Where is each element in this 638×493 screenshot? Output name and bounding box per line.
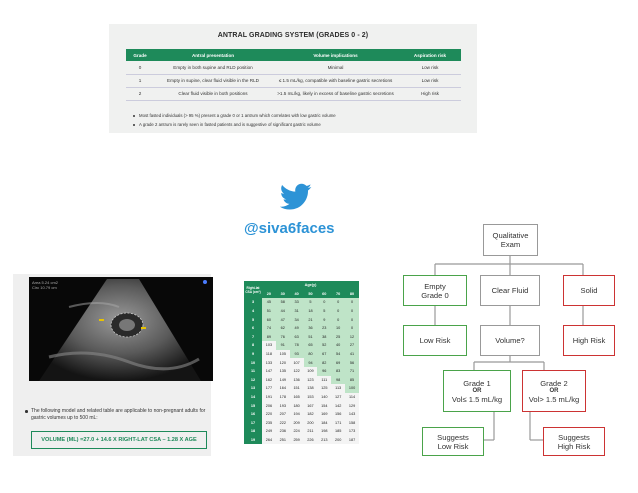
volume-cell: 107 [290, 358, 304, 367]
volume-cell: 56 [345, 358, 359, 367]
volume-cell: 138 [304, 384, 318, 393]
volume-cell: 82 [317, 358, 331, 367]
volume-cell: 49 [290, 324, 304, 333]
volume-cell: 71 [345, 367, 359, 376]
solid-label: Solid [580, 286, 598, 295]
volume-cell: 140 [317, 393, 331, 402]
volume-cell: 85 [345, 376, 359, 385]
volume-cell: 169 [317, 410, 331, 419]
volume-cell: 118 [262, 350, 276, 359]
qualitative-exam-label: Qualitative Exam [492, 231, 529, 249]
csa-value: 3 [244, 298, 262, 307]
volume-cell: 177 [262, 384, 276, 393]
volume-cell: 226 [304, 436, 318, 445]
note-item [133, 122, 321, 127]
suggests-high-risk-node [543, 427, 605, 456]
volume-cell: 143 [345, 410, 359, 419]
solid-node [563, 275, 615, 306]
volume-cell: 45 [262, 298, 276, 307]
volume-cell: 236 [276, 427, 290, 436]
csa-value: 15 [244, 401, 262, 410]
volume-cell: 0 [331, 315, 345, 324]
volume-cell: 0 [345, 307, 359, 316]
volume-node [480, 325, 540, 356]
volume-cell: 25 [331, 333, 345, 342]
volume-cell: 200 [331, 436, 345, 445]
volume-cell: 120 [276, 358, 290, 367]
volume-cell: 91 [276, 341, 290, 350]
table-row [244, 427, 359, 436]
volume-cell: 158 [345, 419, 359, 428]
volume-cell: 164 [276, 384, 290, 393]
volume-cell: 193 [276, 401, 290, 410]
volume-cell: 60 [262, 315, 276, 324]
volume-cell: 103 [262, 341, 276, 350]
model-description [31, 408, 209, 422]
volume-cell: 23 [317, 324, 331, 333]
ultrasound-measurements [32, 280, 58, 290]
age-value: 80 [345, 290, 359, 299]
table-row [244, 419, 359, 428]
table-row [244, 298, 359, 307]
csa-value: 14 [244, 393, 262, 402]
volume-cell: 191 [262, 393, 276, 402]
ultrasound-image [29, 277, 213, 381]
volume-cell: 129 [345, 401, 359, 410]
volume-cell: 62 [276, 324, 290, 333]
volume-cell: 74 [262, 324, 276, 333]
volume-cell: 142 [331, 401, 345, 410]
volume-cell: 0 [345, 315, 359, 324]
volume-cell: 52 [317, 341, 331, 350]
volume-cell: 27 [345, 341, 359, 350]
volume-cell: 220 [262, 410, 276, 419]
table-row [244, 324, 359, 333]
volume-cell: 51 [304, 333, 318, 342]
volume-cell: 96 [317, 367, 331, 376]
volume-cell: 125 [317, 384, 331, 393]
header-aspiration-risk: Aspiration risk [399, 49, 461, 61]
table-cell: Clear fluid visible in both positions [154, 87, 272, 100]
grade0-label: Grade 0 [421, 290, 449, 300]
or-label: OR [472, 387, 482, 394]
volume-cell: 0 [345, 324, 359, 333]
table-header-row [244, 281, 359, 290]
volume-cell: 38 [317, 333, 331, 342]
table-cell: 2 [126, 87, 154, 100]
antral-grading-panel [109, 24, 477, 133]
volume-cell: 98 [331, 376, 345, 385]
csa-value: 13 [244, 384, 262, 393]
volume-cell: 122 [290, 367, 304, 376]
table-row [126, 61, 461, 74]
age-header: Age(y) [262, 281, 359, 290]
grade1-volume-label: Vol≤ 1.5 mL/kg [451, 394, 503, 404]
csa-value: 16 [244, 410, 262, 419]
table-cell: Minimal [272, 61, 399, 74]
volume-cell: 0 [317, 298, 331, 307]
volume-cell: 224 [290, 427, 304, 436]
volume-cell: 51 [262, 307, 276, 316]
empty-label: Empty [424, 281, 446, 291]
note-text: Most fasted individuals (> 95 %) present a grade 0 or 1 antrum which correlates with low gastric volume [139, 113, 336, 118]
table-row [244, 401, 359, 410]
volume-cell: 133 [262, 358, 276, 367]
csa-value: 11 [244, 367, 262, 376]
volume-label: Volume? [495, 336, 525, 345]
volume-cell: 184 [317, 419, 331, 428]
csa-value: 6 [244, 324, 262, 333]
volume-cell: 222 [276, 419, 290, 428]
table-cell: Empty in both supine and RLD position [154, 61, 272, 74]
table-cell: >1.5 mL/kg, likely in excess of baseline gastric secretions [272, 87, 399, 100]
table-row [244, 307, 359, 316]
volume-cell: 0 [345, 298, 359, 307]
volume-cell: 249 [262, 427, 276, 436]
table-row [126, 87, 461, 100]
volume-cell: 65 [304, 341, 318, 350]
table-row [244, 315, 359, 324]
table-cell: ≤ 1.5 mL/kg, compatible with baseline gastric secretions [272, 74, 399, 87]
csa-corner-label: Right-lat CSA (cm²) [244, 281, 262, 298]
note-text: A grade 2 antrum is rarely seen in fasted patients and is suggestive of significant gastric volume [139, 122, 321, 127]
volume-cell: 36 [304, 324, 318, 333]
low-risk-label: Low Risk [437, 441, 469, 451]
volume-cell: 113 [331, 384, 345, 393]
volume-cell: 136 [290, 376, 304, 385]
header-grade: Grade [126, 49, 154, 61]
grade1-node [443, 370, 511, 412]
suggests-label: Suggests [437, 432, 469, 442]
volume-cell: 264 [262, 436, 276, 445]
volume-cell: 114 [345, 393, 359, 402]
table-row [244, 393, 359, 402]
volume-cell: 154 [317, 401, 331, 410]
grade2-volume-label: Vol> 1.5 mL/kg [528, 394, 580, 404]
volume-cell: 21 [304, 315, 318, 324]
age-value: 20 [262, 290, 276, 299]
antral-grading-title: ANTRAL GRADING SYSTEM (GRADES 0 - 2) [217, 32, 369, 39]
table-row [244, 384, 359, 393]
volume-cell: 41 [345, 350, 359, 359]
volume-cell: 105 [276, 350, 290, 359]
age-values-row [244, 290, 359, 299]
table-row [244, 436, 359, 445]
age-value: 40 [290, 290, 304, 299]
grade2-label: Grade 2 [540, 378, 568, 388]
table-cell: Low risk [399, 74, 461, 87]
volume-cell: 185 [331, 427, 345, 436]
table-cell: Empty in supine, clear fluid visible in the RLD [154, 74, 272, 87]
volume-cell: 251 [276, 436, 290, 445]
volume-cell: 153 [304, 393, 318, 402]
volume-cell: 69 [331, 358, 345, 367]
volume-cell: 100 [345, 384, 359, 393]
volume-cell: 94 [304, 358, 318, 367]
volume-cell: 58 [276, 298, 290, 307]
volume-cell: 211 [304, 427, 318, 436]
csa-volume-table [244, 281, 359, 444]
volume-cell: 135 [276, 367, 290, 376]
volume-cell: 171 [331, 419, 345, 428]
age-value: 60 [317, 290, 331, 299]
volume-cell: 63 [290, 333, 304, 342]
volume-cell: 209 [290, 419, 304, 428]
table-row [244, 358, 359, 367]
table-cell: High risk [399, 87, 461, 100]
note-item [133, 113, 336, 118]
csa-table-body [244, 298, 359, 444]
clear-fluid-label: Clear Fluid [491, 286, 529, 295]
csa-value: 5 [244, 315, 262, 324]
csa-value: 8 [244, 341, 262, 350]
volume-cell: 147 [262, 367, 276, 376]
grade2-node [522, 370, 586, 412]
table-cell: 1 [126, 74, 154, 87]
volume-cell: 109 [304, 367, 318, 376]
table-cell: 0 [126, 61, 154, 74]
volume-cell: 0 [331, 307, 345, 316]
volume-cell: 40 [331, 341, 345, 350]
volume-cell: 165 [290, 393, 304, 402]
volume-cell: 111 [317, 376, 331, 385]
volume-cell: 162 [262, 376, 276, 385]
twitter-bird-icon [280, 183, 312, 211]
high-risk-label: High Risk [557, 441, 591, 451]
volume-cell: 213 [317, 436, 331, 445]
volume-cell: 156 [331, 410, 345, 419]
volume-cell: 54 [331, 350, 345, 359]
high-risk-node [563, 325, 615, 356]
volume-cell: 200 [304, 419, 318, 428]
volume-cell: 5 [304, 298, 318, 307]
volume-cell: 178 [276, 393, 290, 402]
volume-cell: 34 [290, 315, 304, 324]
volume-cell: 206 [262, 401, 276, 410]
volume-cell: 33 [290, 298, 304, 307]
volume-cell: 194 [290, 410, 304, 419]
or-label: OR [549, 387, 559, 394]
low-risk-label: Low Risk [419, 336, 451, 345]
csa-value: 10 [244, 358, 262, 367]
volume-cell: 31 [290, 307, 304, 316]
table-header-row [126, 49, 461, 61]
volume-cell: 18 [304, 307, 318, 316]
volume-cell: 0 [331, 298, 345, 307]
csa-value: 12 [244, 376, 262, 385]
qualitative-exam-node [483, 224, 538, 256]
volume-cell: 78 [290, 341, 304, 350]
volume-cell: 259 [290, 436, 304, 445]
volume-cell: 47 [276, 315, 290, 324]
volume-cell: 180 [290, 401, 304, 410]
volume-cell: 198 [317, 427, 331, 436]
volume-cell: 167 [304, 401, 318, 410]
volume-cell: 12 [345, 333, 359, 342]
qualitative-exam-flowchart [398, 222, 623, 462]
volume-cell: 207 [276, 410, 290, 419]
header-antral-presentation: Antral presentation [154, 49, 272, 61]
csa-value: 19 [244, 436, 262, 445]
volume-cell: 149 [276, 376, 290, 385]
high-risk-label: High Risk [572, 336, 606, 345]
table-row [244, 376, 359, 385]
header-volume-implications: Volume implications [272, 49, 399, 61]
volume-cell: 83 [331, 367, 345, 376]
volume-formula: VOLUME (ML) =27.0 + 14.6 X RIGHT-LAT CSA – 1.28 X AGE [31, 431, 207, 449]
age-value: 50 [304, 290, 318, 299]
table-row [244, 333, 359, 342]
csa-value: 18 [244, 427, 262, 436]
table-row [244, 367, 359, 376]
volume-cell: 80 [304, 350, 318, 359]
suggests-low-risk-node [422, 427, 484, 456]
volume-cell: 123 [304, 376, 318, 385]
volume-cell: 127 [331, 393, 345, 402]
volume-cell: 187 [345, 436, 359, 445]
bullet-icon [25, 410, 28, 413]
area-measurement: Area 5.24 cm2 [32, 280, 59, 285]
empty-grade0-node [403, 275, 467, 306]
csa-value: 4 [244, 307, 262, 316]
bullet-icon [133, 115, 135, 117]
volume-cell: 173 [345, 427, 359, 436]
age-value: 70 [331, 290, 345, 299]
volume-cell: 10 [331, 324, 345, 333]
csa-value: 9 [244, 350, 262, 359]
volume-cell: 9 [317, 315, 331, 324]
volume-cell: 5 [317, 307, 331, 316]
csa-value: 17 [244, 419, 262, 428]
volume-cell: 89 [262, 333, 276, 342]
clear-fluid-node [480, 275, 540, 306]
volume-cell: 67 [317, 350, 331, 359]
circ-measurement: Circ 10.79 cm [32, 285, 57, 290]
antral-grading-table [126, 49, 461, 101]
twitter-handle[interactable]: @siva6faces [244, 220, 335, 237]
table-row [244, 410, 359, 419]
volume-cell: 235 [262, 419, 276, 428]
volume-cell: 93 [290, 350, 304, 359]
volume-cell: 151 [290, 384, 304, 393]
model-description-text: The following model and related table are applicable to non-pregnant adults for gastric volumes up to 500 mL: [31, 408, 206, 421]
csa-value: 7 [244, 333, 262, 342]
volume-cell: 76 [276, 333, 290, 342]
age-value: 30 [276, 290, 290, 299]
bullet-icon [133, 124, 135, 126]
table-row [244, 350, 359, 359]
table-row [126, 74, 461, 87]
low-risk-node [403, 325, 467, 356]
csa-volume-table-panel [244, 281, 359, 442]
ultrasound-panel [13, 274, 211, 456]
table-cell: Low risk [399, 61, 461, 74]
table-row [244, 341, 359, 350]
suggests-label: Suggests [558, 432, 590, 442]
grade1-label: Grade 1 [463, 378, 491, 388]
volume-cell: 44 [276, 307, 290, 316]
volume-cell: 182 [304, 410, 318, 419]
